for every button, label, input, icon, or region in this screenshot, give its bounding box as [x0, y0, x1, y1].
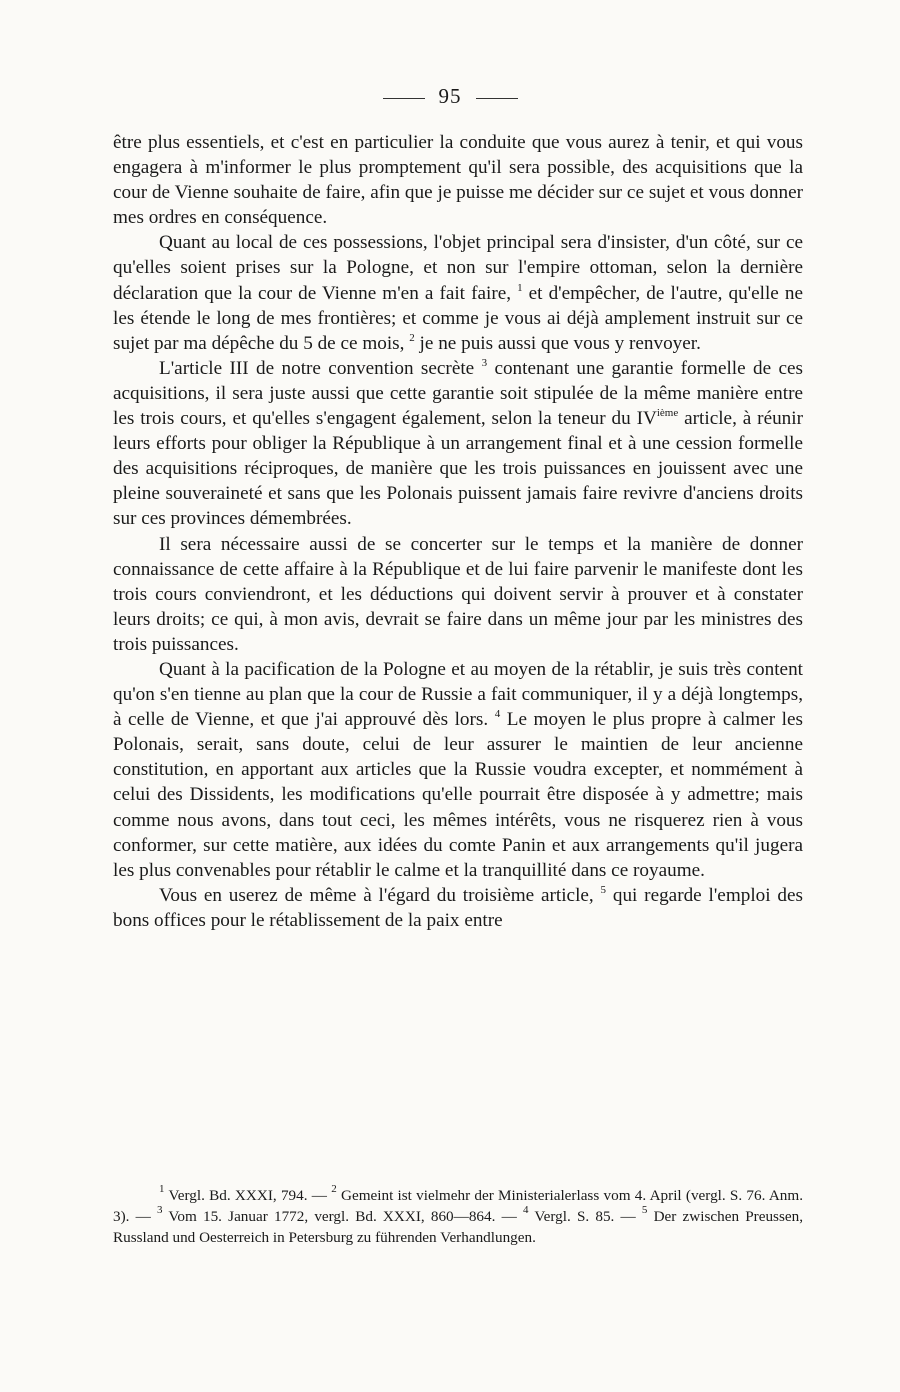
text-run: Vous en userez de même à l'égard du troisième article, [159, 884, 601, 906]
footnote-ref: 4 [494, 708, 501, 721]
text-run: Le moyen le plus propre à calmer les Polonais, serait, sans doute, celui de leur assurer le maintien de leur ancienne constitution, en apportant aux articles que la Russie voudra excepter, et nommément à celui des Dissidents, les modifications qu'elle pourrait être disposée à y admettre; mais comme nous avons, dans tout ceci, les mêmes intérêts, vous ne risquerez rien à vous conformer, sur cette matière, aux idées du comte Panin et aux arrangements qu'il jugera les plus convenables pour rétablir le calme et la tranquillité dans ce royaume. [113, 709, 803, 881]
paragraph [113, 883, 803, 933]
text-run: être plus essentiels, et c'est en particulier la conduite que vous aurez à tenir, et qui vous engagera à m'informer le plus promptement qu'il sera possible, des acquisitions que la cour de Vienne souhaite de faire, afin que je puisse me décider sur ce sujet et vous donner mes ordres en conséquence. [113, 132, 803, 229]
text-run: je ne puis aussi que vous y renvoyer. [414, 332, 701, 354]
text-run: Der zwischen Preussen, Russland und Oesterreich in Petersburg zu führenden Verhandlungen. [113, 1208, 804, 1246]
page-header [0, 84, 900, 109]
text-run: article, à réunir leurs efforts pour obliger la République à un arrangement final et à une cession formelle des acquisitions réciproques, de manière que les trois puissances en jouissent avec une pleine souveraineté et sans que les Polonais puissent jamais faire revivre d'anciens droits sur ces provinces démembrées. [113, 408, 804, 530]
text-run: qui regarde l'emploi des bons offices pour le rétablissement de la paix entre [113, 884, 803, 931]
paragraph [113, 356, 803, 532]
text-run: Vergl. S. 85. — [528, 1208, 642, 1225]
footnote-ref: 3 [157, 1204, 163, 1216]
footnote-ref: 1 [517, 281, 523, 294]
text-run: Quant au local de ces possessions, l'objet principal sera d'insister, d'un côté, sur ce qu'elles soient prises sur la Pologne, et non sur l'empire ottoman, selon la dernière déclaration que la cour de Vienne m'en a fait faire, [113, 232, 803, 304]
paragraph [113, 130, 803, 230]
text-run: contenant une garantie formelle de ces acquisitions, il sera juste aussi que cette garantie soit stipulée de la même manière entre les trois cours, et qu'elles s'engagent également, selon la teneur du IV [113, 357, 803, 430]
text-run: Vergl. Bd. XXXI, 794. — [164, 1187, 332, 1204]
text-run: et d'empêcher, de l'autre, qu'elle ne les étende le long de mes frontières; et comme je vous ai déjà amplement instruit sur ce sujet par ma dépêche du 5 de ce mois, [113, 282, 803, 354]
footnote-ref: 2 [331, 1183, 337, 1195]
footnote-ref: 2 [409, 331, 415, 344]
footnotes [113, 1185, 803, 1248]
text-run: Vom 15. Januar 1772, vergl. Bd. XXXI, 860—864. — [162, 1208, 523, 1225]
footnote-ref: 5 [641, 1204, 648, 1216]
header-rule-right [476, 98, 518, 99]
text-run: Il sera nécessaire aussi de se concerter sur le temps et la manière de donner connaissance de cette affaire à la République et de lui faire parvenir le manifeste dont les trois cours conviendront, et les déductions qui doivent servir à prouver et à constater leurs droits; ce qui, à mon avis, devrait se faire dans un même jour par les ministres des trois puissances. [113, 533, 803, 655]
footnote-ref: 3 [481, 356, 488, 369]
text-run: Gemeint ist vielmehr der Ministerialerlass vom 4. April (vergl. S. 76. Anm. 3). — [113, 1187, 804, 1225]
footnote-ref: 1 [159, 1183, 165, 1195]
paragraph [113, 532, 803, 657]
paragraph [113, 657, 803, 883]
footnote-ref: 4 [522, 1204, 529, 1216]
paragraph [113, 230, 803, 355]
footnote-ref: ième [656, 407, 679, 420]
text-run: L'article III de notre convention secrète [159, 357, 482, 379]
header-rule-left [383, 98, 425, 99]
text-run: Quant à la pacification de la Pologne et au moyen de la rétablir, je suis très content qu'on s'en tienne au plan que la cour de Russie a fait communiquer, il y a déjà longtemps, à celle de Vienne, et que j'ai approuvé dès lors. [113, 658, 803, 731]
page-number: 95 [438, 84, 462, 108]
footnote-ref: 5 [600, 883, 607, 896]
body-text [113, 130, 803, 933]
footnote-paragraph [113, 1185, 803, 1248]
